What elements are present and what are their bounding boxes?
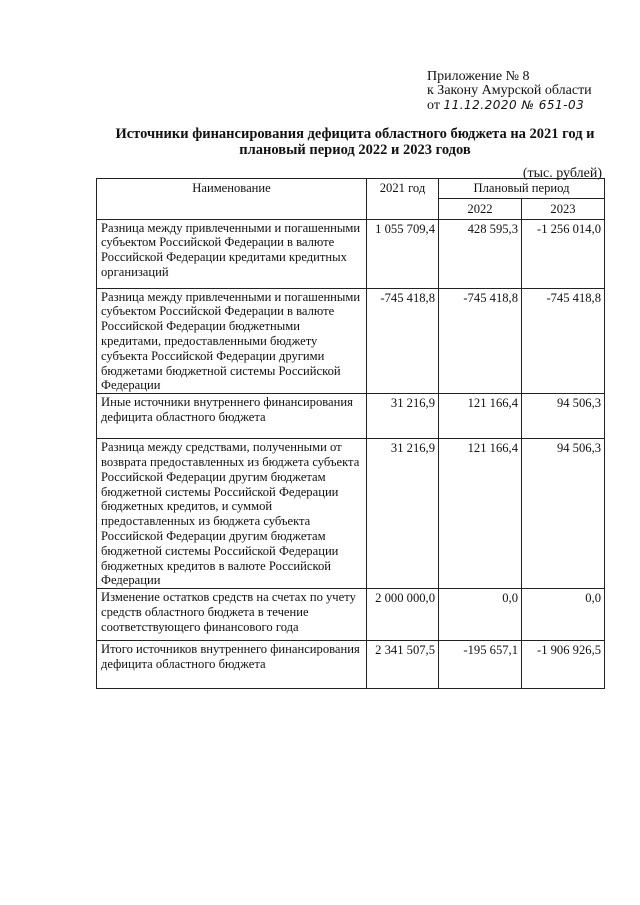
row-value-2022: -195 657,1 [439, 641, 522, 689]
row-name: Иные источники внутреннего финансирования дефицита областного бюджета [97, 394, 367, 439]
row-name: Разница между привлеченными и погашенными субъектом Российской Федерации в валюте Российской Федерации кредитами кредитных организаций [97, 219, 367, 288]
document-title: Источники финансирования дефицита областного бюджета на 2021 год и плановый период 2022 и 2023 годов [115, 126, 595, 158]
column-header-planned-period: Плановый период [439, 179, 605, 199]
row-value-2023: -1 906 926,5 [522, 641, 605, 689]
row-value-2022: -745 418,8 [439, 288, 522, 394]
row-value-2023: 94 506,3 [522, 439, 605, 589]
row-value-2022: 428 595,3 [439, 219, 522, 288]
appendix-header [427, 70, 592, 112]
row-value-2023: 94 506,3 [522, 394, 605, 439]
table-row [97, 641, 605, 689]
table-row [97, 219, 605, 288]
column-header-name: Наименование [97, 179, 367, 220]
row-value-2023: -1 256 014,0 [522, 219, 605, 288]
row-value-2022: 121 166,4 [439, 439, 522, 589]
table-row [97, 439, 605, 589]
row-name: Изменение остатков средств на счетах по учету средств областного бюджета в течение соответствующего финансового года [97, 589, 367, 641]
table-row [97, 288, 605, 394]
handwritten-date-number: 11.12.2020 № 651-03 [443, 98, 585, 112]
column-header-2023: 2023 [522, 198, 605, 219]
appendix-date-prefix: от [427, 98, 440, 113]
units-label: (тыс. рублей) [522, 166, 602, 181]
column-header-2021: 2021 год [367, 179, 439, 220]
table-row [97, 394, 605, 439]
row-value-2023: 0,0 [522, 589, 605, 641]
row-value-2023: -745 418,8 [522, 288, 605, 394]
row-value-2021: 2 341 507,5 [367, 641, 439, 689]
row-value-2021: 31 216,9 [367, 394, 439, 439]
appendix-law-reference: к Закону Амурской области [427, 83, 592, 98]
row-name: Итого источников внутреннего финансирования дефицита областного бюджета [97, 641, 367, 689]
row-name: Разница между привлеченными и погашенными субъектом Российской Федерации в валюте Российской Федерации бюджетными кредитами, предоставленными бюджету субъекта Российской Федерации другими бюджетами бюджетной системы Российской Федерации [97, 288, 367, 394]
row-value-2021: -745 418,8 [367, 288, 439, 394]
column-header-2022: 2022 [439, 198, 522, 219]
table-row [97, 589, 605, 641]
row-name: Разница между средствами, полученными от возврата предоставленных из бюджета субъекта Российской Федерации другим бюджетам бюджетной системы Российской Федерации бюджетных кредитов, и суммой предоставленных из бюджета субъекта Российской Федерации другим бюджетам бюджетной системы Российской Федерации бюджетных кредитов в валюте Российской Федерации [97, 439, 367, 589]
table-header-row [97, 179, 605, 199]
row-value-2021: 1 055 709,4 [367, 219, 439, 288]
budget-sources-table [96, 178, 605, 689]
row-value-2021: 2 000 000,0 [367, 589, 439, 641]
row-value-2022: 121 166,4 [439, 394, 522, 439]
appendix-number: Приложение № 8 [427, 69, 530, 84]
row-value-2021: 31 216,9 [367, 439, 439, 589]
row-value-2022: 0,0 [439, 589, 522, 641]
appendix-date-line [427, 98, 592, 112]
